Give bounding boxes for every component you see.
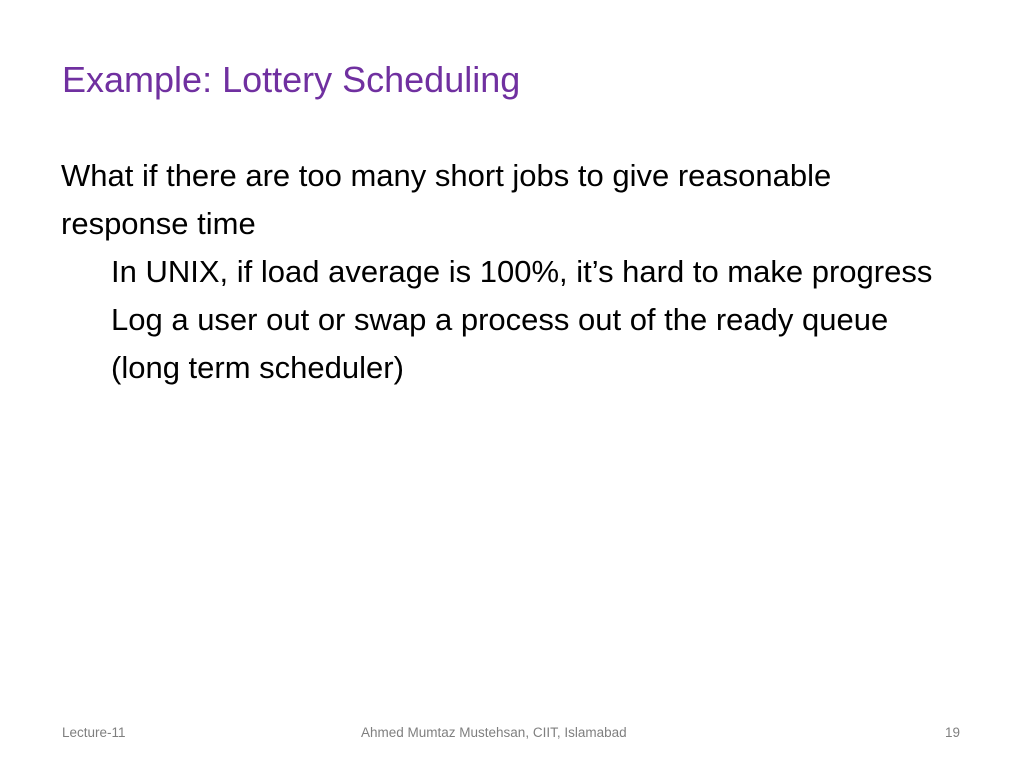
sub-bullet-paragraph: Log a user out or swap a process out of the ready queue (long term scheduler) bbox=[111, 302, 889, 385]
footer-lecture-label: Lecture-11 bbox=[62, 725, 126, 740]
footer-author: Ahmed Mumtaz Mustehsan, CIIT, Islamabad bbox=[361, 725, 627, 740]
slide-title: Example: Lottery Scheduling bbox=[62, 59, 521, 100]
slide-body bbox=[61, 152, 961, 392]
sub-bullet-paragraph: In UNIX, if load average is 100%, it’s hard to make progress bbox=[111, 254, 933, 289]
bullet-paragraph: What if there are too many short jobs to give reasonable response time bbox=[61, 158, 832, 241]
footer-page-number: 19 bbox=[945, 725, 961, 740]
